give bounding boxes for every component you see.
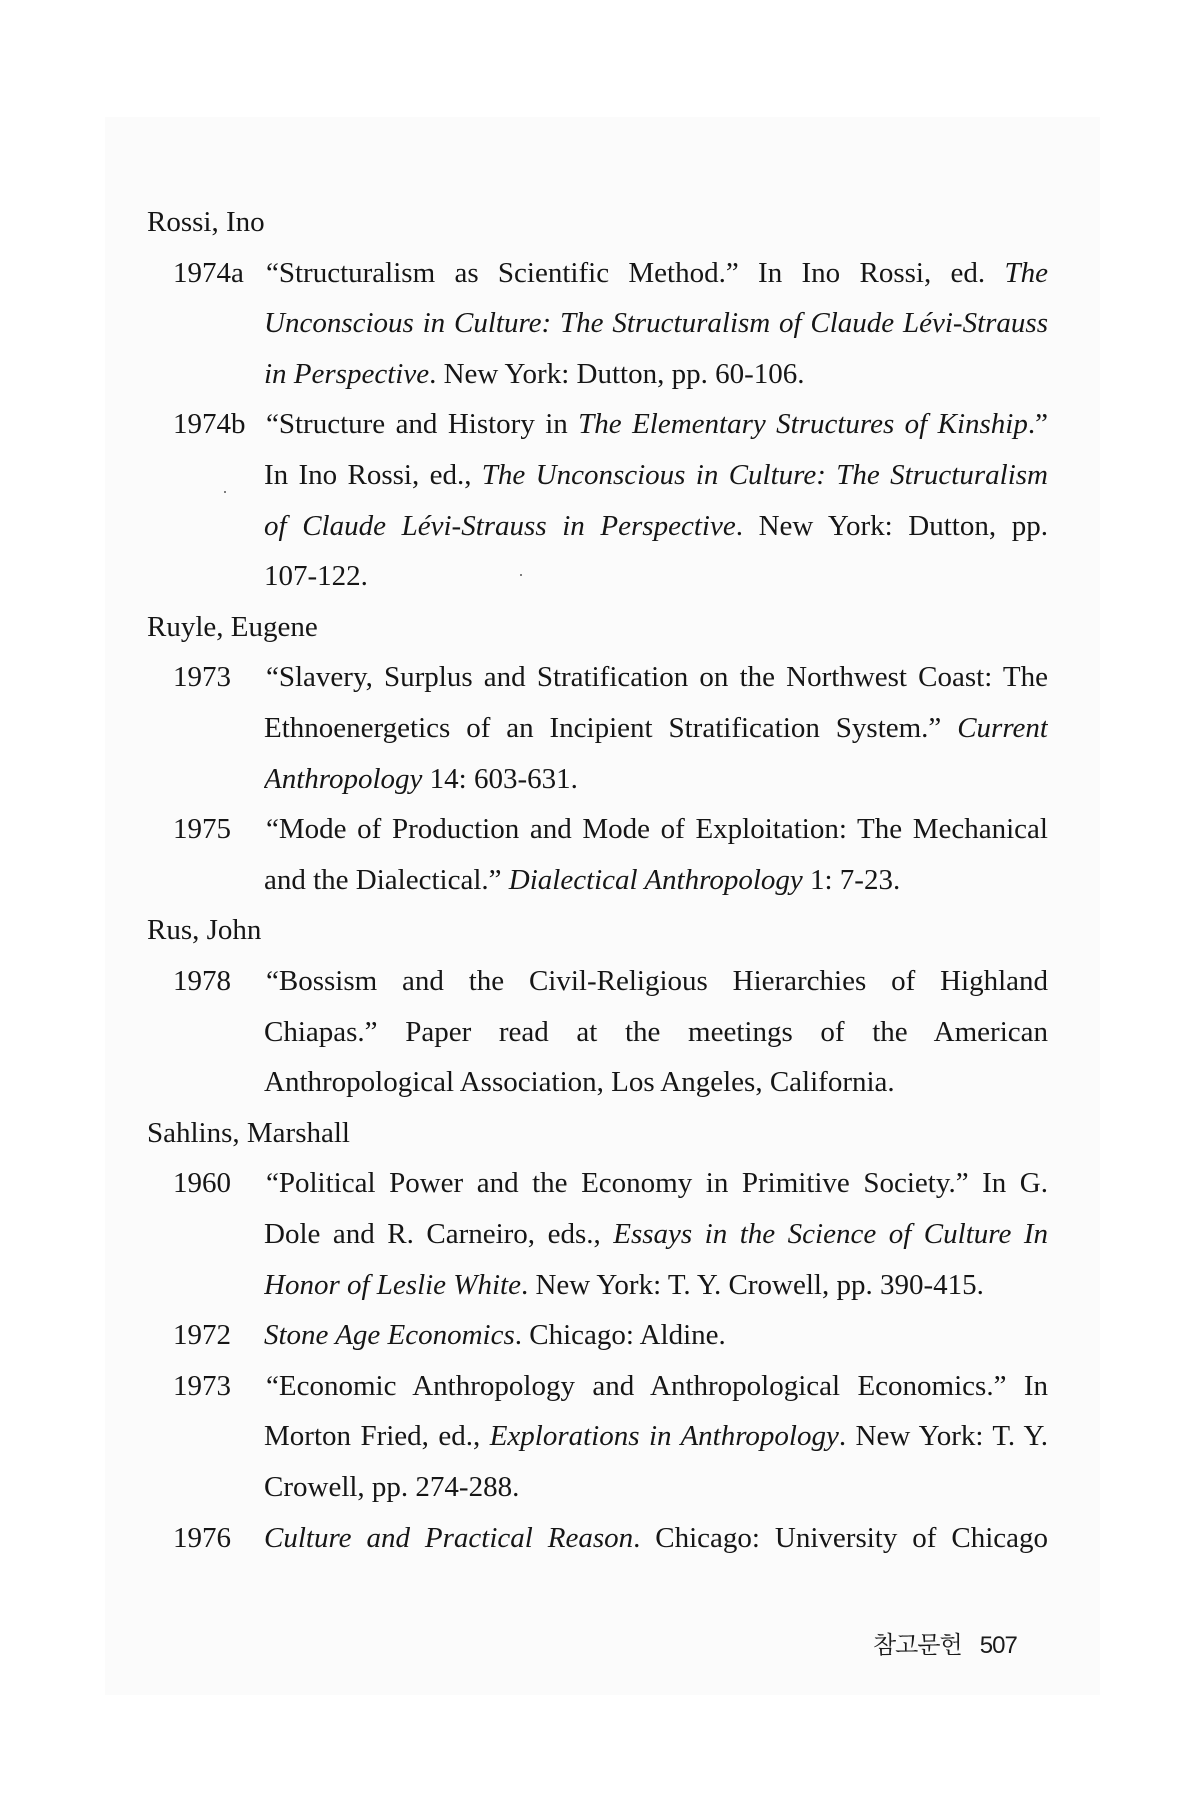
text-segment: Dole and R. Carneiro, eds.,	[264, 1218, 614, 1250]
text-segment: “Structure and History in	[266, 408, 579, 441]
text-segment: Morton Fried, ed.,	[264, 1420, 490, 1453]
entry-year: 1975	[173, 813, 231, 846]
text-segment: . New York: T. Y. Crowell, pp. 390-415.	[520, 1268, 984, 1301]
text-segment: and the Dialectical.”	[264, 863, 509, 896]
entry-year: 1972	[173, 1319, 231, 1352]
author-heading: Rossi, Ino	[147, 206, 265, 238]
text-segment: . New York: T. Y.	[838, 1420, 1048, 1453]
entry-year: 1974b	[173, 408, 246, 441]
entry-text-line	[264, 509, 1048, 543]
italic-title-segment: of Claude Lévi-Strauss in Perspective	[264, 509, 736, 542]
entry-text-line	[266, 256, 1048, 290]
text-segment: “Economic Anthropology and Anthropological Economics.” In	[266, 1369, 1048, 1402]
entry-text-line	[264, 711, 1048, 745]
text-segment: “Bossism and the Civil-Religious Hierarchies of Highland	[266, 965, 1048, 997]
entry-text-line	[264, 762, 1048, 796]
page-footer	[873, 1630, 1017, 1661]
page-number: 507	[979, 1632, 1017, 1659]
italic-title-segment: The Elementary Structures of Kinship	[578, 408, 1028, 441]
entry-text-line	[264, 1217, 1048, 1251]
entry-text-line	[264, 357, 1048, 391]
italic-title-segment: in Perspective	[264, 357, 430, 390]
entry-year: 1976	[173, 1521, 231, 1554]
author-heading: Sahlins, Marshall	[147, 1116, 350, 1149]
text-segment: . New York: Dutton, pp. 60-106.	[429, 357, 805, 390]
entry-text-line	[264, 306, 1048, 340]
text-segment: Anthropological Association, Los Angeles, California.	[264, 1066, 895, 1099]
entry-text-line	[266, 407, 1048, 441]
entry-text-line	[266, 1369, 1048, 1403]
entry-text-line	[266, 660, 1048, 694]
text-segment: “Slavery, Surplus and Stratification on the Northwest Coast: The	[266, 661, 1048, 694]
text-segment: 1: 7-23.	[802, 863, 901, 896]
text-segment: “Mode of Production and Mode of Exploitation: The Mechanical	[266, 813, 1048, 846]
scan-speck	[520, 574, 522, 576]
author-heading: Rus, John	[147, 914, 262, 947]
italic-title-segment: The	[1004, 256, 1048, 289]
text-segment: .”	[1027, 408, 1048, 441]
entry-text-line	[266, 1166, 1048, 1200]
text-segment: “Structuralism as Scientific Method.” In Ino Rossi, ed.	[266, 256, 1005, 289]
entry-year: 1973	[173, 1369, 231, 1402]
entry-text-line	[266, 964, 1048, 998]
entry-text-line	[264, 863, 1048, 897]
footer-section-label: 참고문헌	[873, 1631, 962, 1659]
entry-text-line	[264, 1268, 1048, 1302]
italic-title-segment: Culture and Practical Reason	[264, 1521, 634, 1554]
text-segment: Chiapas.” Paper read at the meetings of the American	[264, 1015, 1048, 1048]
text-segment: . Chicago: Aldine.	[514, 1319, 726, 1352]
entry-text-line	[264, 1419, 1048, 1453]
entry-year: 1974a	[173, 256, 244, 289]
text-segment: Crowell, pp. 274-288.	[264, 1471, 520, 1503]
scan-speck	[224, 491, 226, 493]
text-segment: In Ino Rossi, ed.,	[264, 459, 482, 491]
text-segment: Ethnoenergetics of an Incipient Stratification System.”	[264, 712, 958, 744]
entry-text-line	[264, 1470, 1048, 1504]
text-segment: . New York: Dutton, pp.	[735, 509, 1048, 542]
italic-title-segment: Stone Age Economics	[264, 1319, 515, 1352]
italic-title-segment: Explorations in Anthropology	[489, 1420, 839, 1453]
entry-text-line	[264, 458, 1048, 492]
entry-text-line	[264, 1015, 1048, 1049]
italic-title-segment: The Unconscious in Culture: The Structuralism	[481, 459, 1048, 491]
italic-title-segment: Dialectical Anthropology	[508, 863, 803, 896]
entry-year: 1978	[173, 965, 231, 997]
entry-text-line	[264, 1318, 1048, 1352]
italic-title-segment: Unconscious in Culture: The Structuralism of Claude Lévi-Strauss	[264, 307, 1048, 340]
entry-year: 1973	[173, 661, 231, 694]
entry-text-line	[264, 1065, 1048, 1099]
author-heading: Ruyle, Eugene	[147, 610, 318, 643]
entry-text-line	[264, 1521, 1048, 1555]
italic-title-segment: Essays in the Science of Culture In	[613, 1218, 1048, 1250]
entry-year: 1960	[173, 1167, 231, 1200]
text-segment: “Political Power and the Economy in Primitive Society.” In G.	[266, 1167, 1048, 1200]
italic-title-segment: Anthropology	[264, 762, 423, 795]
italic-title-segment: Current	[957, 712, 1048, 744]
text-segment: 14: 603-631.	[422, 762, 578, 795]
entry-text-line	[266, 812, 1048, 846]
entry-text-line	[264, 559, 1048, 593]
text-segment: 107-122.	[264, 560, 368, 593]
text-segment: . Chicago: University of Chicago	[633, 1521, 1048, 1554]
italic-title-segment: Honor of Leslie White	[264, 1268, 521, 1301]
